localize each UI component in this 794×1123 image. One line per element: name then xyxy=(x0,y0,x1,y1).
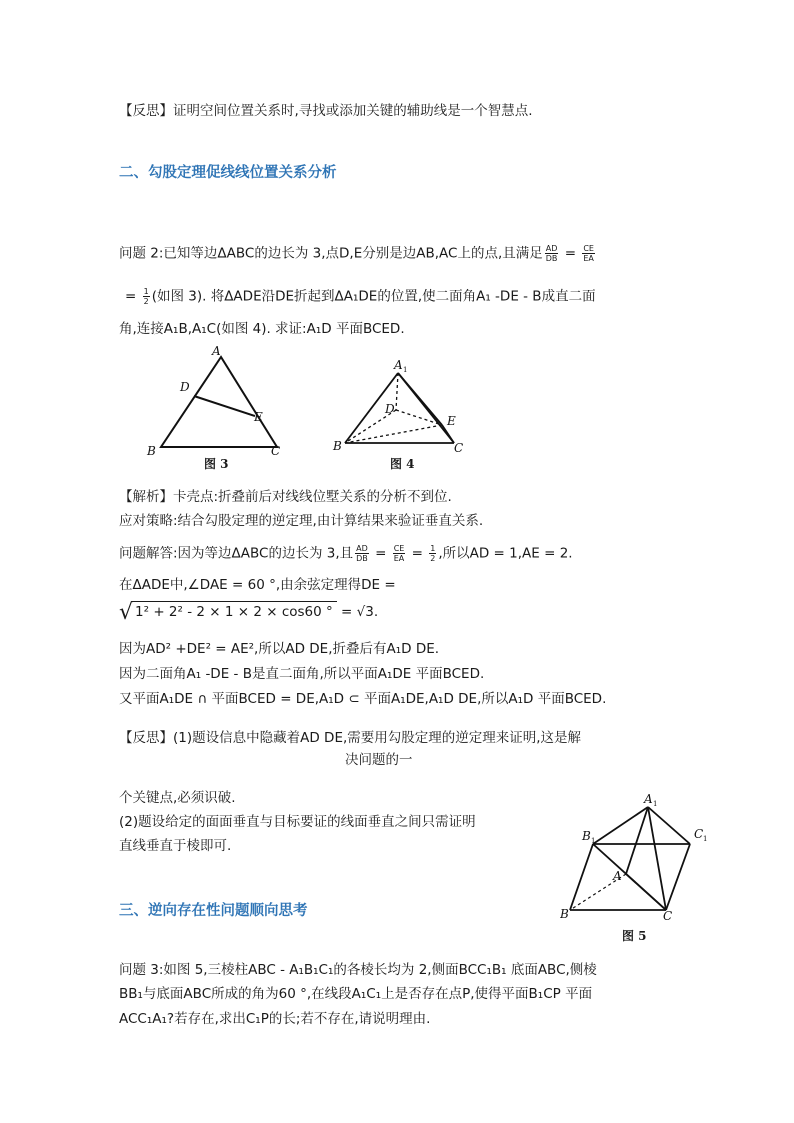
reflection-2-line-5: 直线垂直于棱即可. xyxy=(119,838,232,854)
fig5-label-B1: B xyxy=(582,829,591,843)
reflection-1: 【反思】证明空间位置关系时,寻找或添加关键的辅助线是一个智慧点. xyxy=(119,103,533,119)
fig5-label-C1-sub: 1 xyxy=(703,835,708,843)
fraction-half-2: $\frac{1}{2}$ xyxy=(430,544,436,563)
fraction-ad-db-2: $\frac{AD}{DB}$ xyxy=(356,544,368,563)
fig5-label-A1-sub: 1 xyxy=(653,800,658,808)
problem-2-line-3: 角,连接A₁B,A₁C(如图 4). 求证:A₁D 平面BCED. xyxy=(119,321,405,337)
analysis-text-b: ,所以AD = 1,AE = 2. xyxy=(438,545,573,562)
fraction-ce-ea-2: $\frac{CE}{EA}$ xyxy=(393,544,405,563)
figure-3 xyxy=(140,345,300,475)
problem-2-text-a: 问题 2:已知等边ΔABC的边长为 3,点D,E分别是边AB,AC上的点,且满足 xyxy=(119,245,543,262)
fig3-label-A: A xyxy=(212,345,221,358)
fraction-ce-ea: $\frac{CE}{EA}$ xyxy=(583,244,594,263)
fig5-label-A1: A xyxy=(644,792,653,806)
fig3-label-D: D xyxy=(180,380,190,394)
fig5-label-C1: C xyxy=(694,827,704,841)
fig4-label-A1-sub: 1 xyxy=(403,366,408,374)
fig5-label-B1-sub: 1 xyxy=(591,837,596,845)
fig4-label-E: E xyxy=(447,414,456,428)
fig5-label-C: C xyxy=(663,909,673,922)
problem-3-line-3: ACC₁A₁?若存在,求出C₁P的长;若不存在,请说明理由. xyxy=(119,1011,431,1027)
radical-sign: √ xyxy=(119,600,134,625)
fraction-ad-db: $\frac{AD}{DB}$ xyxy=(545,244,558,263)
fraction-half: $\frac{1}{2}$ xyxy=(143,287,149,306)
equals-sign-3: = xyxy=(375,545,387,562)
analysis-line-6: 因为二面角A₁ -DE - B是直二面角,所以平面A₁DE 平面BCED. xyxy=(119,666,485,682)
fig4-label-D: D xyxy=(385,402,395,416)
figure-5 xyxy=(560,792,720,947)
figure-4 xyxy=(330,355,480,475)
fig3-label-E: E xyxy=(254,410,263,424)
analysis-line-7: 又平面A₁DE ∩ 平面BCED = DE,A₁D ⊂ 平面A₁DE,A₁D DE,所以A₁D 平面BCED. xyxy=(119,691,607,707)
reflection-2-line-4: (2)题设给定的面面垂直与目标要证的线面垂直之间只需证明 xyxy=(119,814,476,830)
equals-sign-4: = xyxy=(411,545,423,562)
equals-sign-2: = xyxy=(125,288,137,305)
fig4-label-A1: A xyxy=(394,358,403,372)
analysis-sqrt-line xyxy=(119,600,378,625)
analysis-text-a: 问题解答:因为等边ΔABC的边长为 3,且 xyxy=(119,545,354,562)
figure-5-caption: 图 5 xyxy=(622,929,647,943)
section-2-heading: 二、勾股定理促线线位置关系分析 xyxy=(119,165,337,181)
analysis-line-5: 因为AD² +DE² = AE²,所以AD DE,折叠后有A₁D DE. xyxy=(119,641,440,657)
figure-4-caption: 图 4 xyxy=(390,457,415,471)
reflection-2-line-1: 【反思】(1)题设信息中隐藏着AD DE,需要用勾股定理的逆定理来证明,这是解 xyxy=(119,730,582,746)
problem-3-line-2: BB₁与底面ABC所成的角为60 °,在线段A₁C₁上是否存在点P,使得平面B₁CP 平面 xyxy=(119,986,593,1002)
problem-2-text-b: (如图 3). 将ΔADE沿DE折起到ΔA₁DE的位置,使二面角A₁ -DE - B成直二面 xyxy=(151,288,596,305)
fig4-label-C: C xyxy=(454,441,464,455)
fig5-label-A: A xyxy=(613,869,622,883)
section-3-heading: 三、逆向存在性问题顺向思考 xyxy=(119,903,308,919)
sqrt-result: = √3. xyxy=(336,604,379,620)
figure-3-caption: 图 3 xyxy=(204,457,229,471)
analysis-line-4: 在ΔADE中,∠DAE = 60 °,由余弦定理得DE = xyxy=(119,577,396,593)
fig5-label-B: B xyxy=(560,907,569,921)
problem-3-line-1: 问题 3:如图 5,三棱柱ABC - A₁B₁C₁的各棱长均为 2,侧面BCC₁B₁ 底面ABC,侧棱 xyxy=(119,962,597,978)
problem-2-line-2 xyxy=(125,287,596,306)
fig4-label-B: B xyxy=(333,439,342,453)
sqrt-radicand: 1² + 2² - 2 × 1 × 2 × cos60 ° xyxy=(133,601,337,620)
problem-2-line-1 xyxy=(119,244,597,263)
figure-5-diagram xyxy=(560,792,720,922)
equals-sign: = xyxy=(564,245,577,262)
fig3-label-B: B xyxy=(147,444,156,458)
analysis-line-2: 应对策略:结合勾股定理的逆定理,由计算结果来验证垂直关系. xyxy=(119,513,484,529)
reflection-2-line-3: 个关键点,必须识破. xyxy=(119,790,236,806)
reflection-2-line-2: 决问题的一 xyxy=(345,752,413,768)
fig3-label-C: C xyxy=(271,444,281,458)
analysis-line-3 xyxy=(119,544,573,563)
analysis-line-1: 【解析】卡壳点:折叠前后对线线位墅关系的分析不到位. xyxy=(119,489,452,505)
